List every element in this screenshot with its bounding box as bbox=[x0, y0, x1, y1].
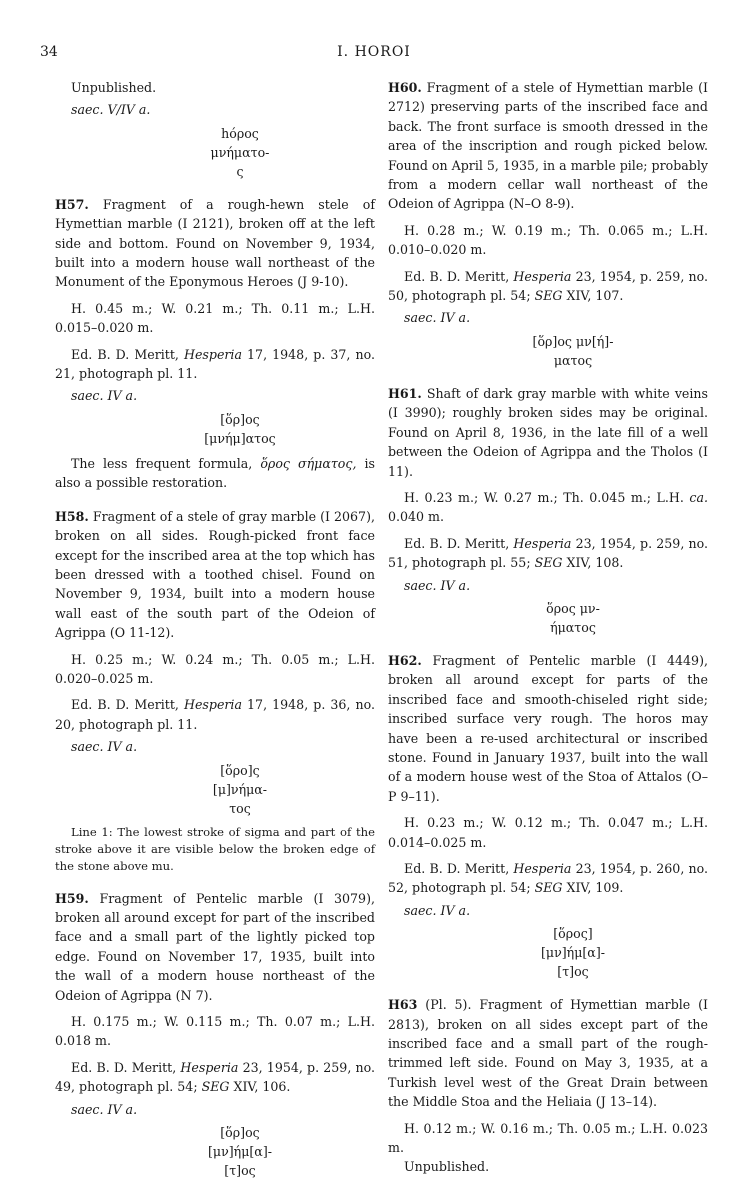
entry-description: Fragment of Pentelic marble (I 3079), broken all around except for part of the inscribed face and a small part of the lightly picked top edge. Found on November 17, 1935, built into the wall of a modern house northeast of the Odeion of Agrippa (N 7). bbox=[55, 890, 375, 1003]
entry-edition: Ed. B. D. Meritt, Hesperia 17, 1948, p. 37, no. 21, photograph pl. 11. bbox=[55, 346, 375, 382]
entry-inscription bbox=[388, 599, 708, 637]
entry-inscription bbox=[388, 332, 708, 370]
page-number: 34 bbox=[40, 44, 58, 60]
entry-number: H59. bbox=[55, 890, 89, 906]
inscription-line: ὅρος μν- bbox=[546, 600, 600, 616]
entry-description: Fragment of Pentelic marble (I 4449), broken all around except for parts of the inscribed face and smooth-chiseled right side; inscribed surface very rough. The horos may have been a re-used architectural or inscribed stone. Found in January 1937, built into the wall of a modern house west of the Stoa of Attalos (O–P 9–11). bbox=[388, 652, 708, 804]
entry-description: Fragment of a stele of gray marble (I 2067), broken on all sides. Rough-picked front face except for the inscribed area at the top which has been dressed with a toothed chisel. Found on November 9, 1934, built into a modern house wall east of the south part of the Odeion of Agrippa (O 11-12). bbox=[55, 508, 375, 641]
inscription-line: [ὅρ]ος bbox=[220, 411, 260, 427]
entry-edition: Ed. B. D. Meritt, Hesperia 23, 1954, p. 260, no. 52, photograph pl. 54; SEG XIV, 109. bbox=[388, 861, 708, 896]
inscription-line: [μν]ήμ[α]- bbox=[208, 1144, 272, 1160]
entry-h63 bbox=[388, 995, 708, 1177]
prev-entry-status: Unpublished. bbox=[71, 80, 157, 95]
prev-entry-date: saec. V/IV a. bbox=[71, 102, 151, 118]
entry-description: Fragment of a stele of Hymettian marble (I 2712) preserving parts of the inscribed face and back. The front surface is smooth dressed in the area of the inscription and rough picked below. Found on April 5, 1935, in a marble pile; probably from a modern cellar wall northeast of the Odeion of Agrippa (N–O 8-9). bbox=[388, 80, 708, 212]
entry-inscription bbox=[55, 761, 375, 818]
entry-date: saec. IV a. bbox=[404, 902, 471, 918]
inscription-line: [ὅρ]ος μν[ή]- bbox=[532, 333, 614, 349]
entry-inscription bbox=[388, 924, 708, 981]
entry-number: H60. bbox=[388, 80, 422, 95]
entry-edition: Ed. B. D. Meritt, Hesperia 23, 1954, p. 259, no. 49, photograph pl. 54; SEG XIV, 106. bbox=[55, 1059, 375, 1095]
entry-description: Fragment of Hymettian marble (I 2813), broken on all sides except part of the inscribed face and a small part of the rough-trimmed left side. Found on May 3, 1935, at a Turkish level west of the Great Drain between the Middle Stoa and the Heliaia (J 13–14). bbox=[388, 997, 708, 1110]
entry-inscription bbox=[55, 410, 375, 448]
entry-description: Fragment of a rough-hewn stele of Hymettian marble (I 2121), broken off at the left side and bottom. Found on November 9, 1934, built into a modern house wall northeast of the Monument of the Eponymous Heroes (J 9-10). bbox=[55, 196, 375, 290]
entry-edition: Ed. B. D. Meritt, Hesperia 17, 1948, p. 36, no. 20, photograph pl. 11. bbox=[55, 697, 375, 732]
prev-entry-inscription bbox=[55, 124, 375, 181]
entry-h60 bbox=[388, 78, 708, 370]
left-column bbox=[55, 78, 375, 1186]
entry-date: saec. IV a. bbox=[404, 310, 471, 326]
running-title: I. HOROI bbox=[337, 44, 411, 60]
entry-date: saec. IV a. bbox=[404, 577, 471, 593]
inscription-line: [ὅρος] bbox=[553, 926, 593, 942]
entry-dimensions: H. 0.12 m.; W. 0.16 m.; Th. 0.05 m.; L.H. 0.023 m. bbox=[388, 1120, 708, 1156]
entry-edition: Ed. B. D. Meritt, Hesperia 23, 1954, p. 259, no. 51, photograph pl. 55; SEG XIV, 108. bbox=[388, 535, 708, 571]
entry-dimensions: H. 0.28 m.; W. 0.19 m.; Th. 0.065 m.; L.H. 0.010–0.020 m. bbox=[388, 222, 708, 258]
entry-h61 bbox=[388, 384, 708, 637]
inscription-line: ήματος bbox=[550, 619, 596, 635]
inscription-line: ς bbox=[236, 163, 244, 179]
inscription-line: hόρος bbox=[221, 125, 259, 141]
entry-edition: Ed. B. D. Meritt, Hesperia 23, 1954, p. 259, no. 50, photograph pl. 54; SEG XIV, 107. bbox=[388, 268, 708, 304]
entry-number: H63 bbox=[388, 997, 418, 1013]
inscription-line: τος bbox=[229, 800, 251, 816]
entry-number: H58. bbox=[55, 508, 89, 524]
entry-dimensions: H. 0.23 m.; W. 0.27 m.; Th. 0.045 m.; L.H. ca. 0.040 m. bbox=[388, 489, 708, 525]
entry-date: saec. IV a. bbox=[71, 739, 138, 755]
entry-status: Unpublished. bbox=[404, 1159, 490, 1175]
entry-commentary: The less frequent formula, ὅρος σήματος, is also a possible restoration. bbox=[55, 455, 375, 491]
entry-date: saec. IV a. bbox=[71, 1101, 138, 1117]
inscription-line: [ὅρ]ος bbox=[220, 1125, 260, 1141]
inscription-line: [τ]ος bbox=[557, 964, 589, 980]
entry-number: H57. bbox=[55, 196, 89, 212]
entry-date: saec. IV a. bbox=[71, 388, 138, 404]
inscription-line: [μνήμ]ατος bbox=[204, 430, 276, 446]
inscription-line: [μ]νήμα- bbox=[212, 781, 268, 797]
entry-note: Line 1: The lowest stroke of sigma and part of the stroke above it are visible below the broken edge of the stone above mu. bbox=[55, 824, 375, 873]
entry-dimensions: H. 0.25 m.; W. 0.24 m.; Th. 0.05 m.; L.H. 0.020–0.025 m. bbox=[55, 651, 375, 686]
entry-dimensions: H. 0.175 m.; W. 0.115 m.; Th. 0.07 m.; L.H. 0.018 m. bbox=[55, 1014, 375, 1049]
entry-number: H61. bbox=[388, 385, 422, 401]
entry-plate-ref: (Pl. 5). bbox=[425, 997, 472, 1013]
entry-h57 bbox=[55, 195, 375, 493]
inscription-line: [τ]ος bbox=[224, 1163, 256, 1179]
entry-dimensions: H. 0.45 m.; W. 0.21 m.; Th. 0.11 m.; L.H. 0.015–0.020 m. bbox=[55, 300, 375, 336]
inscription-line: [ὅρο]ς bbox=[220, 762, 260, 778]
entry-h59 bbox=[55, 889, 375, 1180]
entry-description: Shaft of dark gray marble with white veins (I 3990); roughly broken sides may be original. Found on April 8, 1936, in the late fill of a well between the Odeion of Agrippa and the Tholos (I 11). bbox=[388, 385, 708, 479]
entry-inscription bbox=[55, 1123, 375, 1180]
entry-number: H62. bbox=[388, 652, 422, 668]
right-column bbox=[388, 78, 708, 1177]
entry-h62 bbox=[388, 651, 708, 981]
inscription-line: [μν]ήμ[α]- bbox=[541, 945, 605, 961]
entry-h58 bbox=[55, 507, 375, 875]
inscription-line: μνήματο- bbox=[210, 144, 270, 160]
entry-dimensions: H. 0.23 m.; W. 0.12 m.; Th. 0.047 m.; L.H. 0.014–0.025 m. bbox=[388, 815, 708, 850]
inscription-line: ματος bbox=[553, 352, 593, 368]
